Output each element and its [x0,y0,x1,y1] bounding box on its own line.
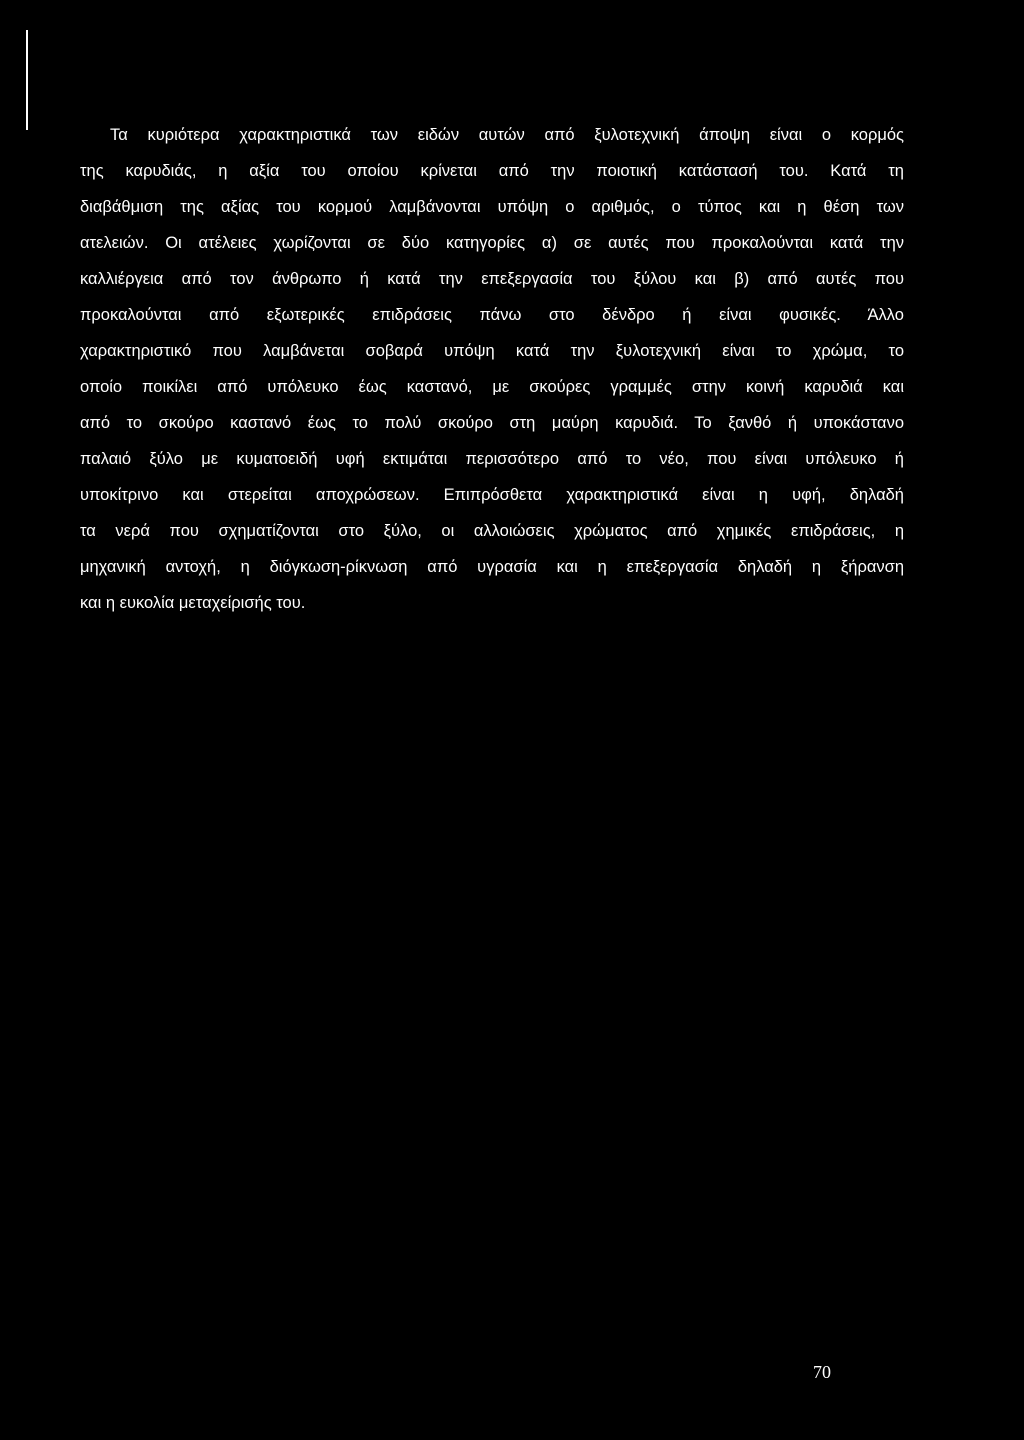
paragraph-line-4: ατελειών. Οι ατέλειες χωρίζονται σε δύο κατηγορίες α) σε αυτές που προκαλούνται κατά την [80,234,904,252]
paragraph-line-6: προκαλούνται από εξωτερικές επιδράσεις πάνω στο δένδρο ή είναι φυσικές. Άλλο [80,306,904,324]
left-margin-bar [0,0,28,1440]
paragraph-line-12: τα νερά που σχηματίζονται στο ξύλο, οι αλλοιώσεις χρώματος από χημικές επιδράσεις, η [80,522,904,540]
paragraph-line-8: οποίο ποικίλει από υπόλευκο έως καστανό, με σκούρες γραμμές στην κοινή καρυδιά και [80,378,904,396]
paragraph-line-1: Τα κυριότερα χαρακτηριστικά των ειδών αυτών από ξυλοτεχνική άποψη είναι ο κορμός [110,126,904,144]
paragraph-line-7: χαρακτηριστικό που λαμβάνεται σοβαρά υπόψη κατά την ξυλοτεχνική είναι το χρώμα, το [80,342,904,360]
paragraph-line-14: και η ευκολία μεταχείρισής του. [80,594,306,612]
body-paragraph [80,117,904,657]
paragraph-line-9: από το σκούρο καστανό έως το πολύ σκούρο στη μαύρη καρυδιά. Το ξανθό ή υποκάστανο [80,414,904,432]
paragraph-line-3: διαβάθμιση της αξίας του κορμού λαμβάνονται υπόψη ο αριθμός, ο τύπος και η θέση των [80,198,904,216]
page-number: 70 [813,1362,831,1382]
paragraph-line-2: της καρυδιάς, η αξία του οποίου κρίνεται από την ποιοτική κατάστασή του. Κατά τη [80,162,904,180]
margin-rule-line [26,30,28,130]
paragraph-line-11: υποκίτρινο και στερείται αποχρώσεων. Επιπρόσθετα χαρακτηριστικά είναι η υφή, δηλαδή [80,486,904,504]
paragraph-line-10: παλαιό ξύλο με κυματοειδή υφή εκτιμάται περισσότερο από το νέο, που είναι υπόλευκο ή [80,450,904,468]
paragraph-line-5: καλλιέργεια από τον άνθρωπο ή κατά την επεξεργασία του ξύλου και β) από αυτές που [80,270,904,288]
paragraph-line-13: μηχανική αντοχή, η διόγκωση-ρίκνωση από υγρασία και η επεξεργασία δηλαδή η ξήρανση [80,558,904,576]
